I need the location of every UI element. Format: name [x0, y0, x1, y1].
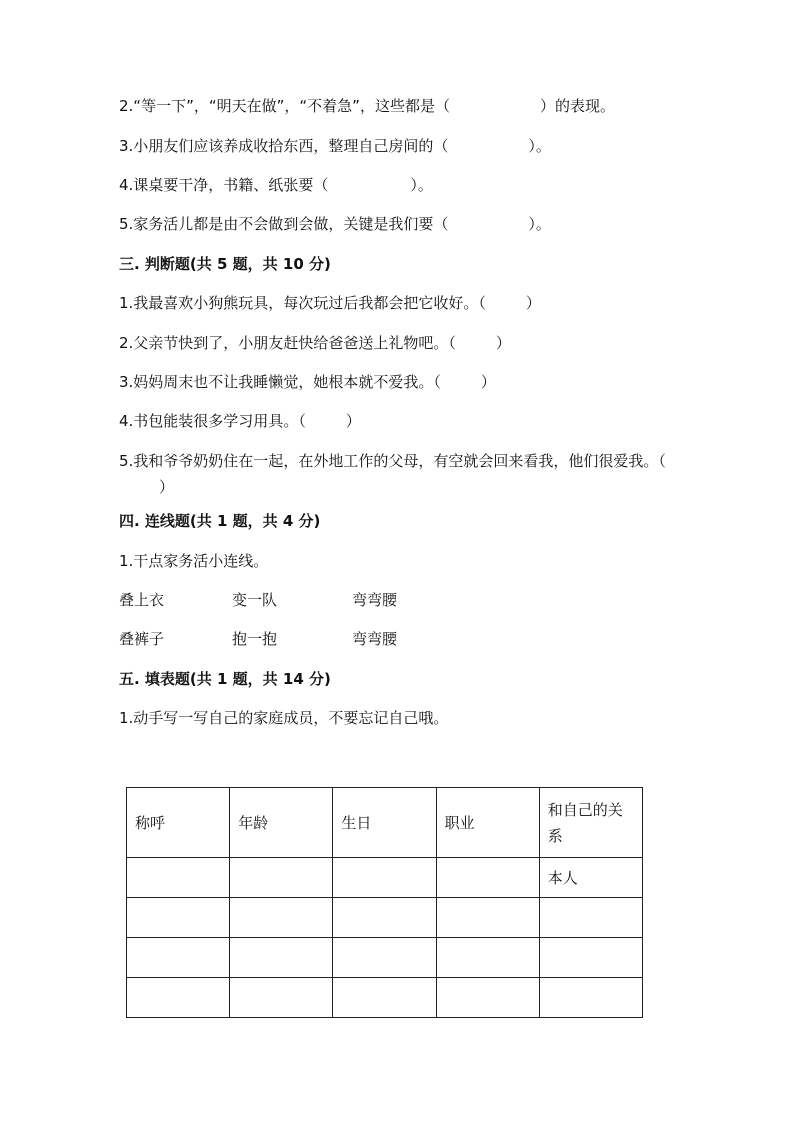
fill-blank-item-3: 3.小朋友们应该养成收拾东西，整理自己房间的（ ）。: [119, 137, 551, 155]
table-cell[interactable]: [333, 978, 436, 1018]
header-cell: 和自己的关系: [539, 788, 642, 858]
header-cell: 称呼: [127, 788, 230, 858]
table-cell[interactable]: [127, 898, 230, 938]
matching-question: 1.干点家务活小连线。: [119, 552, 269, 570]
true-false-item-1: 1.我最喜欢小狗熊玩具，每次玩过后我都会把它收好。（ ）: [119, 294, 541, 312]
true-false-item-2: 2.父亲节快到了，小朋友赶快给爸爸送上礼物吧。（ ）: [119, 334, 511, 352]
table-cell[interactable]: [436, 898, 539, 938]
table-row: [127, 978, 643, 1018]
matching-option[interactable]: 弯弯腰: [352, 630, 398, 648]
matching-row: [119, 589, 519, 611]
table-row: [127, 898, 643, 938]
table-cell[interactable]: [539, 978, 642, 1018]
table-cell[interactable]: [127, 938, 230, 978]
matching-option[interactable]: 变一队: [232, 591, 278, 609]
table-header-row: [127, 788, 643, 858]
header-cell: 年龄: [230, 788, 333, 858]
table-cell[interactable]: [333, 858, 436, 898]
table-cell[interactable]: [333, 898, 436, 938]
table-cell[interactable]: [230, 978, 333, 1018]
true-false-item-4: 4.书包能装很多学习用具。（ ）: [119, 412, 361, 430]
section-heading-matching: 四. 连线题(共 1 题，共 4 分): [119, 512, 321, 530]
matching-option[interactable]: 弯弯腰: [352, 591, 398, 609]
table-cell: 本人: [539, 858, 642, 898]
table-cell[interactable]: [230, 898, 333, 938]
matching-option[interactable]: 抱一抱: [232, 630, 278, 648]
matching-option[interactable]: 叠上衣: [119, 591, 165, 609]
matching-option[interactable]: 叠裤子: [119, 630, 165, 648]
table-cell[interactable]: [127, 858, 230, 898]
header-cell: 职业: [436, 788, 539, 858]
table-cell[interactable]: [333, 938, 436, 978]
header-cell: 生日: [333, 788, 436, 858]
table-cell[interactable]: [230, 938, 333, 978]
family-members-table: [126, 787, 643, 1018]
table-question: 1.动手写一写自己的家庭成员，不要忘记自己哦。: [119, 709, 449, 727]
table-cell[interactable]: [539, 898, 642, 938]
true-false-item-5: 5.我和爷爷奶奶住在一起，在外地工作的父母，有空就会回来看我，他们很爱我。（）: [119, 452, 666, 496]
table-cell[interactable]: [127, 978, 230, 1018]
table-cell[interactable]: [539, 938, 642, 978]
section-heading-true-false: 三. 判断题(共 5 题，共 10 分): [119, 255, 331, 273]
matching-row: [119, 628, 519, 650]
table-cell[interactable]: [436, 978, 539, 1018]
section-heading-table: 五. 填表题(共 1 题，共 14 分): [119, 670, 331, 688]
table-cell[interactable]: [436, 858, 539, 898]
fill-blank-item-4: 4.课桌要干净，书籍、纸张要（ ）。: [119, 176, 433, 194]
fill-blank-item-5: 5.家务活儿都是由不会做到会做，关键是我们要（ ）。: [119, 215, 551, 233]
fill-blank-item-2: 2.“等一下”，“明天在做”，“不着急”，这些都是（ ）的表现。: [119, 97, 615, 115]
table-row: [127, 858, 643, 898]
table-row: [127, 938, 643, 978]
true-false-item-3: 3.妈妈周末也不让我睡懒觉，她根本就不爱我。（ ）: [119, 373, 496, 391]
table-cell[interactable]: [230, 858, 333, 898]
table-cell[interactable]: [436, 938, 539, 978]
